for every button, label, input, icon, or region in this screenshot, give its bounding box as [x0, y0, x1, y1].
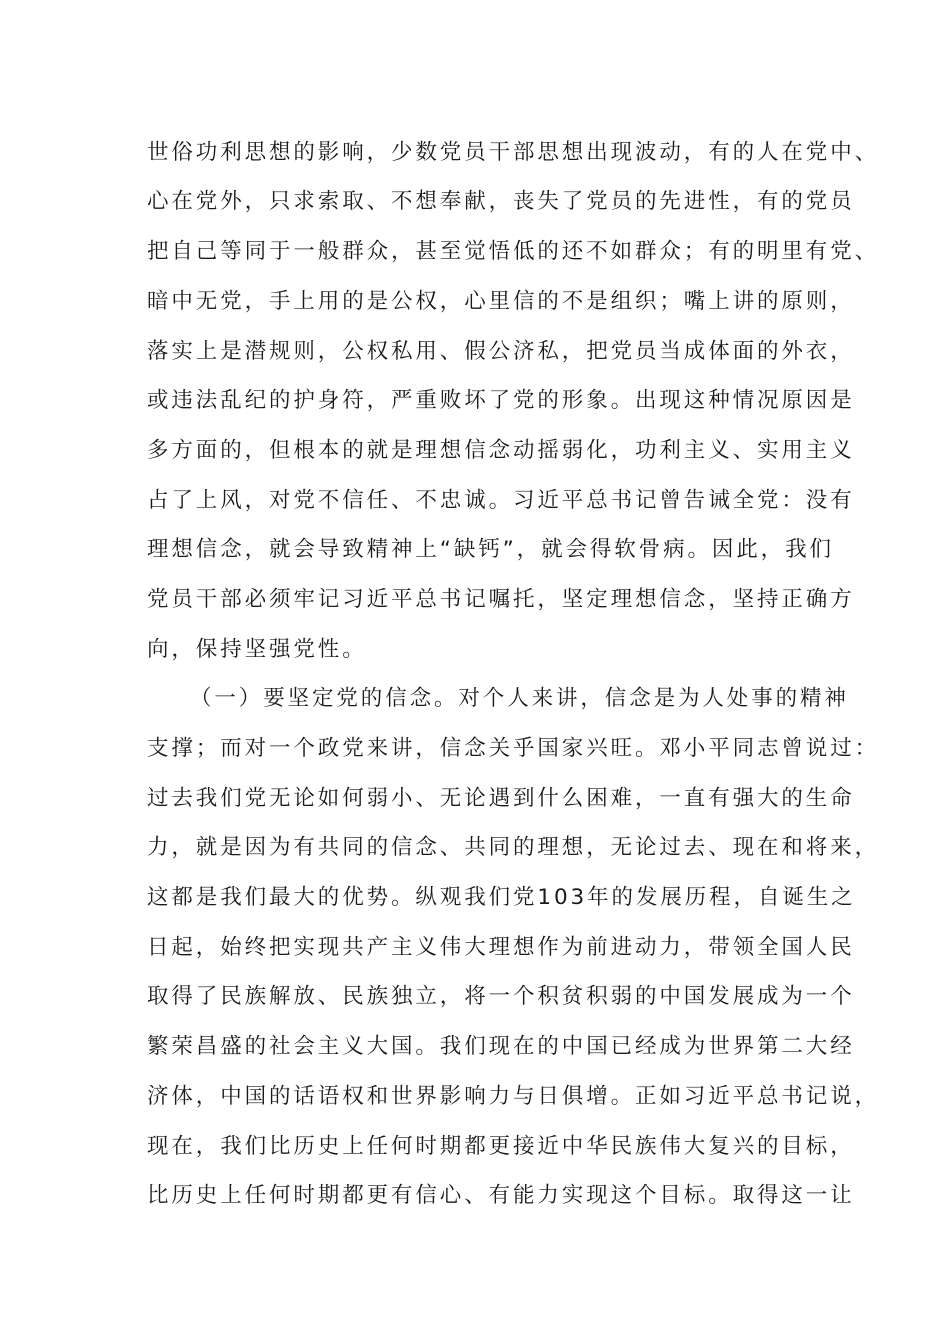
text-line: 心在党外，只求索取、不想奉献，丧失了党员的先进性，有的党员: [147, 189, 855, 214]
text-line: 取得了民族解放、民族独立，将一个积贫积弱的中国发展成为一个: [147, 984, 855, 1009]
text-line: 把自己等同于一般群众，甚至觉悟低的还不如群众；有的明里有党、: [147, 239, 880, 264]
text-line: 济体，中国的话语权和世界影响力与日俱增。正如习近平总书记说，: [147, 1084, 880, 1109]
text-line: 占了上风，对党不信任、不忠诚。习近平总书记曾告诫全党：没有: [147, 488, 855, 513]
text-line: 暗中无党，手上用的是公权，心里信的不是组织；嘴上讲的原则，: [147, 289, 855, 314]
section-heading-line: （一）要坚定党的信念。对个人来讲，信念是为人处事的精神: [190, 686, 849, 711]
text-line: 世俗功利思想的影响，少数党员干部思想出现波动，有的人在党中、: [147, 140, 880, 165]
text-line: 日起，始终把实现共产主义伟大理想作为前进动力，带领全国人民: [147, 935, 855, 960]
text-line: 落实上是潜规则，公权私用、假公济私，把党员当成体面的外衣，: [147, 339, 855, 364]
text-line: 比历史上任何时期都更有信心、有能力实现这个目标。取得这一让: [147, 1183, 855, 1208]
text-line: 党员干部必须牢记习近平总书记嘱托，坚定理想信念，坚持正确方: [147, 587, 855, 612]
text-line: 多方面的，但根本的就是理想信念动摇弱化，功利主义、实用主义: [147, 438, 855, 463]
text-line: 这都是我们最大的优势。纵观我们党103年的发展历程，自诞生之: [147, 885, 856, 910]
text-line: 现在，我们比历史上任何时期都更接近中华民族伟大复兴的目标，: [147, 1134, 855, 1159]
text-line: 繁荣昌盛的社会主义大国。我们现在的中国已经成为世界第二大经: [147, 1034, 855, 1059]
text-line: 向，保持坚强党性。: [147, 637, 367, 662]
text-line: 支撑；而对一个政党来讲，信念关乎国家兴旺。邓小平同志曾说过：: [147, 736, 880, 761]
text-line: 力，就是因为有共同的信念、共同的理想，无论过去、现在和将来，: [147, 835, 880, 860]
text-line: 或违法乱纪的护身符，严重败坏了党的形象。出现这种情况原因是: [147, 388, 855, 413]
text-line: 过去我们党无论如何弱小、无论遇到什么困难，一直有强大的生命: [147, 786, 855, 811]
text-line: 理想信念，就会导致精神上“缺钙”，就会得软骨病。因此，我们: [147, 537, 834, 562]
